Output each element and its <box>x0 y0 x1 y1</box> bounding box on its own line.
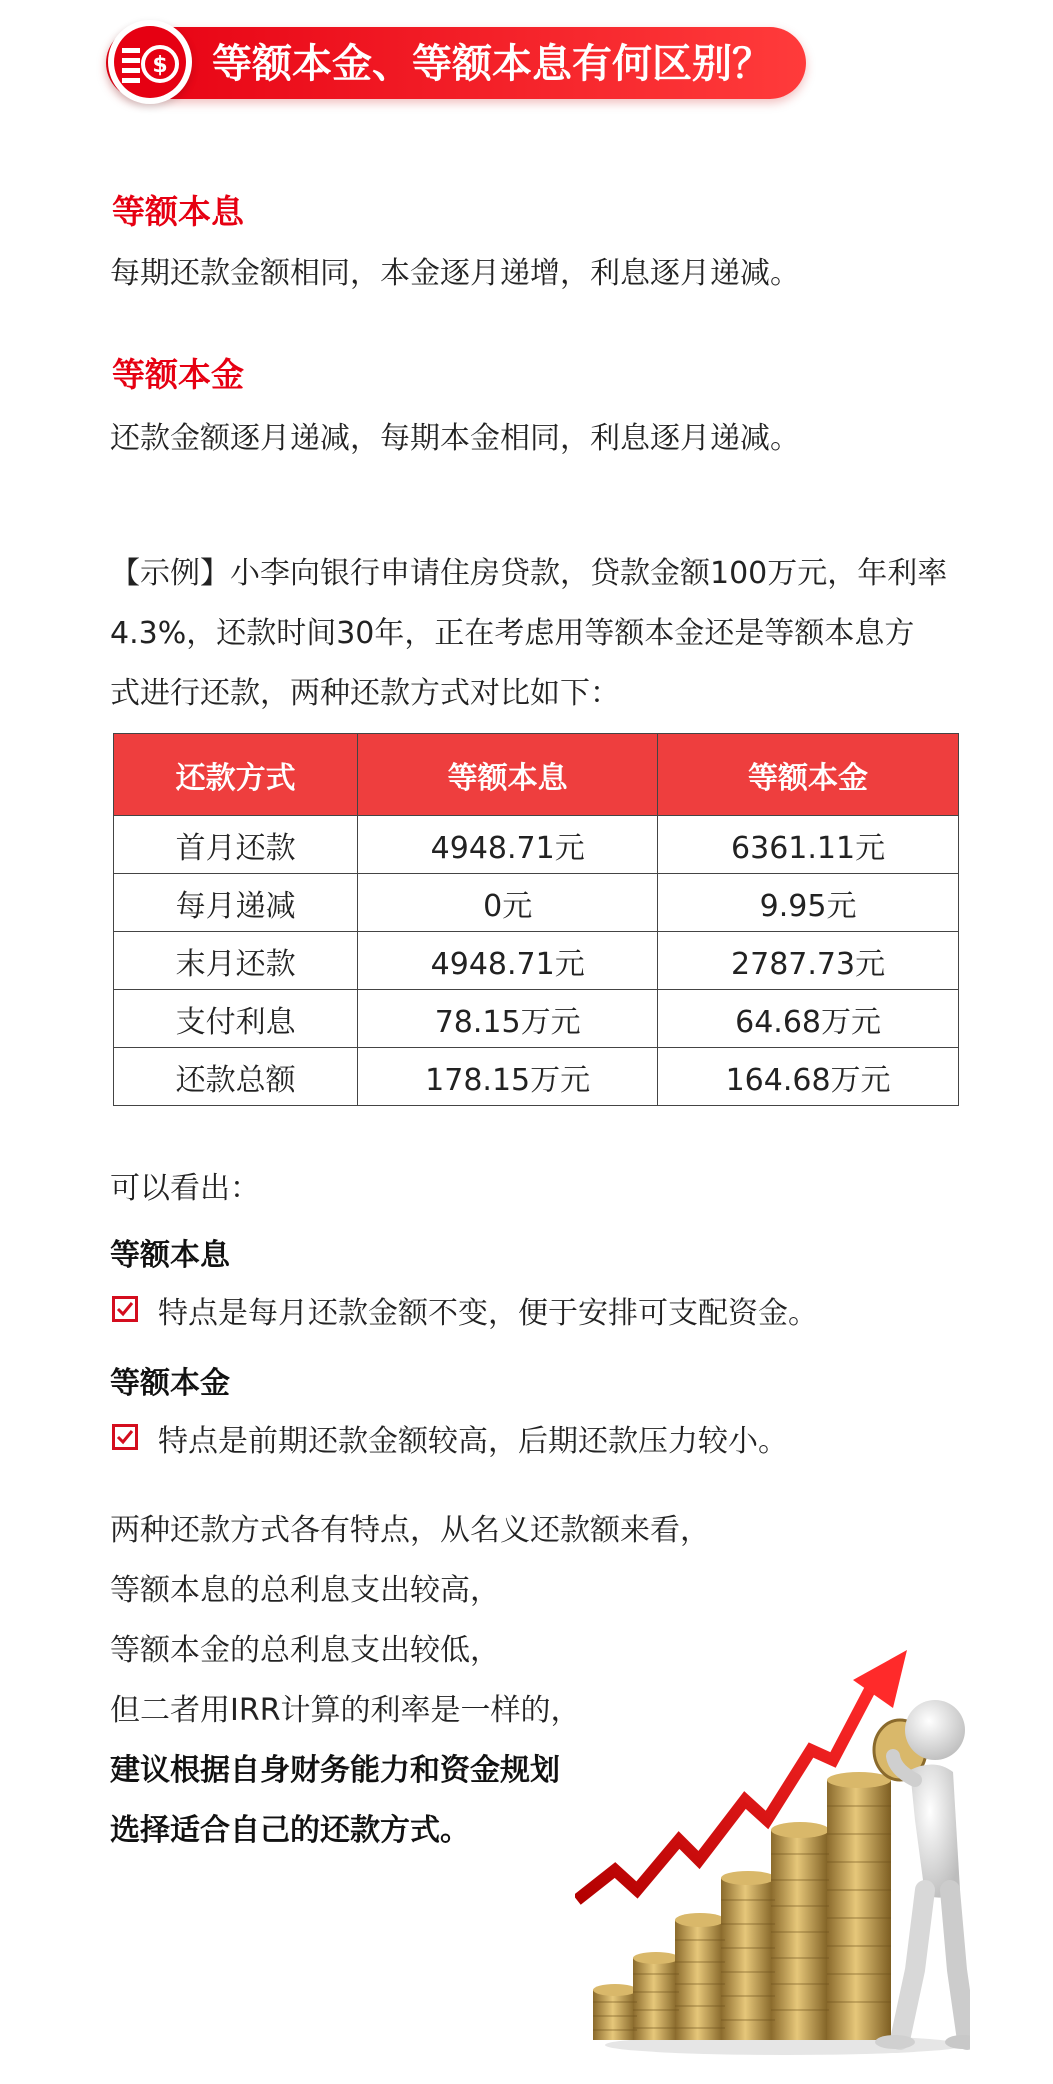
page-title: 等额本金、等额本息有何区别？ <box>212 41 772 87</box>
table-header-cell: 还款方式 <box>114 734 358 816</box>
table-row <box>114 932 959 990</box>
table-cell: 9.95元 <box>658 874 959 932</box>
table-cell: 4948.71元 <box>358 932 658 990</box>
closing-line-2: 等额本息的总利息支出较高， <box>110 1573 500 1608</box>
banner-badge <box>108 20 192 104</box>
table-cell: 178.15万元 <box>358 1048 658 1106</box>
svg-text:$: $ <box>152 53 168 78</box>
closing-line-4: 但二者用IRR计算的利率是一样的， <box>110 1693 581 1728</box>
table-header-cell: 等额本息 <box>358 734 658 816</box>
conclusion-heading-installment: 等额本息 <box>110 1238 230 1273</box>
example-line-1: 【示例】小李向银行申请住房贷款，贷款金额100万元，年利率 <box>110 556 948 591</box>
example-line-3: 式进行还款，两种还款方式对比如下： <box>110 676 620 711</box>
heading-equal-installment: 等额本息 <box>112 192 244 231</box>
conclusion-text-principal: 特点是前期还款金额较高，后期还款压力较小。 <box>158 1424 788 1459</box>
checkbox-icon <box>112 1296 138 1322</box>
table-cell: 6361.11元 <box>658 816 959 874</box>
closing-line-1: 两种还款方式各有特点，从名义还款额来看， <box>110 1513 710 1548</box>
money-stack-icon <box>122 44 180 84</box>
table-row <box>114 874 959 932</box>
table-cell: 64.68万元 <box>658 990 959 1048</box>
closing-line-6: 选择适合自己的还款方式。 <box>110 1813 470 1848</box>
table-header-row <box>114 734 959 816</box>
table-cell: 2787.73元 <box>658 932 959 990</box>
closing-line-3: 等额本金的总利息支出较低， <box>110 1633 500 1668</box>
table-cell: 164.68万元 <box>658 1048 959 1106</box>
table-cell: 0元 <box>358 874 658 932</box>
table-cell: 4948.71元 <box>358 816 658 874</box>
table-cell: 首月还款 <box>114 816 358 874</box>
table-cell: 78.15万元 <box>358 990 658 1048</box>
text-equal-installment: 每期还款金额相同，本金逐月递增，利息逐月递减。 <box>110 256 800 291</box>
table-cell: 还款总额 <box>114 1048 358 1106</box>
conclusion-text-installment: 特点是每月还款金额不变，便于安排可支配资金。 <box>158 1296 818 1331</box>
table-row <box>114 1048 959 1106</box>
heading-equal-principal: 等额本金 <box>112 355 244 394</box>
table-row <box>114 990 959 1048</box>
conclusion-intro: 可以看出： <box>110 1171 260 1206</box>
closing-line-5: 建议根据自身财务能力和资金规划 <box>110 1753 560 1788</box>
comparison-table <box>113 733 959 1106</box>
conclusion-heading-principal: 等额本金 <box>110 1366 230 1401</box>
coin-growth-illustration <box>575 1640 970 2060</box>
table-header-cell: 等额本金 <box>658 734 959 816</box>
table-cell: 每月递减 <box>114 874 358 932</box>
text-equal-principal: 还款金额逐月递减，每期本金相同，利息逐月递减。 <box>110 421 800 456</box>
table-row <box>114 816 959 874</box>
example-line-2: 4.3%，还款时间30年，正在考虑用等额本金还是等额本息方 <box>110 616 915 651</box>
table-cell: 支付利息 <box>114 990 358 1048</box>
checkbox-icon <box>112 1424 138 1450</box>
table-cell: 末月还款 <box>114 932 358 990</box>
